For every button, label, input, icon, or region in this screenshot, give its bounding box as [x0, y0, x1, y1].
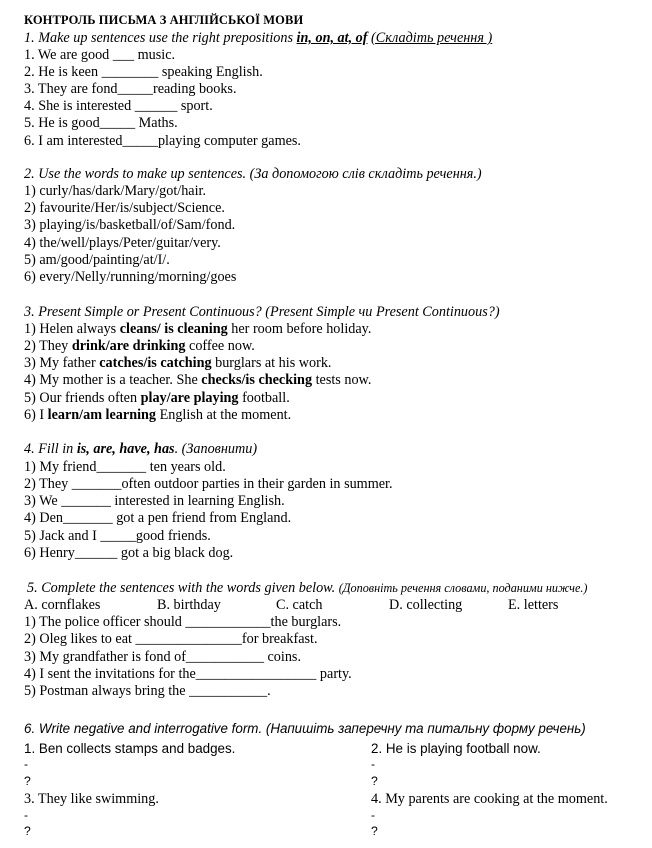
task1-item: 3. They are fond_____reading books. [24, 81, 237, 97]
task3-item-pre: 3) My father [24, 355, 100, 371]
task6-instruction: 6. Write negative and interrogative form. (Напишіть заперечну та питальну форму речень) [24, 721, 586, 736]
task3-item-post: burglars at his work. [211, 355, 332, 371]
task3-item-pre: 4) My mother is a teacher. She [24, 372, 202, 388]
task5-instruction [27, 580, 588, 597]
task1-item: 6. I am interested_____playing computer games. [24, 133, 301, 149]
task4-instr-post: . (Заповнити) [174, 441, 258, 457]
task1-ua: (Складіть речення ) [371, 30, 493, 46]
task3-item-options: play/are playing [140, 390, 239, 406]
task4-item: 6) Henry______ got a big black dog. [24, 545, 234, 561]
task5-ua: (Доповніть речення словами, поданими нижче.) [338, 581, 588, 595]
task3-item-options: drink/are drinking [71, 338, 186, 354]
task3-item [24, 321, 371, 338]
task1-prepositions: in, on, at, of [296, 30, 368, 46]
task4-instr-pre: 4. Fill in [24, 441, 77, 457]
task5-item: 4) I sent the invitations for the_________________ party. [24, 666, 352, 682]
task3-item-post: her room before holiday. [227, 321, 372, 337]
task4-item: 1) My friend_______ ten years old. [24, 459, 226, 475]
task3-instruction: 3. Present Simple or Present Continuous? (Present Simple чи Present Continuous?) [24, 304, 500, 320]
task2-item: 3) playing/is/basketball/of/Sam/fond. [24, 217, 236, 233]
task6-sentence-2: 2. He is playing football now. [371, 741, 541, 756]
page-title: КОНТРОЛЬ ПИСЬМА З АНГЛІЙСЬКОЇ МОВИ [24, 13, 304, 27]
task5-option: A. cornflakes [24, 597, 101, 613]
task4-instruction [24, 441, 257, 458]
task6-negative-mark: - [371, 808, 376, 822]
task6-question-mark: ? [24, 824, 31, 838]
task3-item-pre: 1) Helen always [24, 321, 120, 337]
task4-item: 3) We _______ interested in learning English. [24, 493, 285, 509]
task6-negative-mark: - [24, 757, 29, 771]
task3-item [24, 407, 291, 424]
task1-instr-text: 1. Make up sentences use the right prepositions [24, 30, 293, 46]
task1-instruction [24, 30, 492, 47]
task6-sentence-4: 4. My parents are cooking at the moment. [371, 791, 608, 807]
task5-item: 2) Oleg likes to eat _______________for breakfast. [24, 631, 318, 647]
task3-item-post: English at the moment. [156, 407, 292, 423]
task3-item-post: football. [238, 390, 290, 406]
task2-item: 4) the/well/plays/Peter/guitar/very. [24, 235, 221, 251]
task5-item: 1) The police officer should ____________the burglars. [24, 614, 342, 630]
task3-item-post: coffee now. [185, 338, 255, 354]
task6-question-mark: ? [371, 824, 378, 838]
task2-item: 2) favourite/Her/is/subject/Science. [24, 200, 225, 216]
task3-item [24, 372, 371, 389]
task2-item: 5) am/good/painting/at/I/. [24, 252, 170, 268]
task6-question-mark: ? [24, 774, 31, 788]
task5-item: 3) My grandfather is fond of___________ coins. [24, 649, 302, 665]
task2-instruction: 2. Use the words to make up sentences. (За допомогою слів складіть речення.) [24, 166, 482, 182]
task2-item: 6) every/Nelly/running/morning/goes [24, 269, 237, 285]
task3-item-options: catches/is catching [99, 355, 212, 371]
task3-item [24, 355, 331, 372]
task1-item: 4. She is interested ______ sport. [24, 98, 213, 114]
task5-item: 5) Postman always bring the ___________. [24, 683, 271, 699]
task4-item: 5) Jack and I _____good friends. [24, 528, 211, 544]
task3-item-pre: 6) I [24, 407, 48, 423]
task6-sentence-1: 1. Ben collects stamps and badges. [24, 741, 236, 756]
task3-item [24, 338, 255, 355]
task5-option: C. catch [276, 597, 323, 613]
task3-item-options: cleans/ is cleaning [119, 321, 228, 337]
task4-instr-words: is, are, have, has [76, 441, 175, 457]
task5-instr-text: 5. Complete the sentences with the words given below. [27, 580, 336, 596]
task1-item: 2. He is keen ________ speaking English. [24, 64, 263, 80]
task6-negative-mark: - [371, 757, 376, 771]
task4-item: 4) Den_______ got a pen friend from England. [24, 510, 292, 526]
task6-question-mark: ? [371, 774, 378, 788]
task1-item: 1. We are good ___ music. [24, 47, 176, 63]
task2-item: 1) curly/has/dark/Mary/got/hair. [24, 183, 207, 199]
task5-option: E. letters [508, 597, 559, 613]
task4-item: 2) They _______often outdoor parties in their garden in summer. [24, 476, 393, 492]
task5-option: B. birthday [157, 597, 221, 613]
task3-item [24, 390, 290, 407]
task3-item-pre: 5) Our friends often [24, 390, 141, 406]
task5-option: D. collecting [389, 597, 463, 613]
task6-negative-mark: - [24, 808, 29, 822]
task3-item-options: learn/am learning [47, 407, 157, 423]
task3-item-pre: 2) They [24, 338, 72, 354]
task1-item: 5. He is good_____ Maths. [24, 115, 178, 131]
task3-item-options: checks/is checking [201, 372, 313, 388]
task3-item-post: tests now. [312, 372, 372, 388]
task6-sentence-3: 3. They like swimming. [24, 791, 159, 807]
